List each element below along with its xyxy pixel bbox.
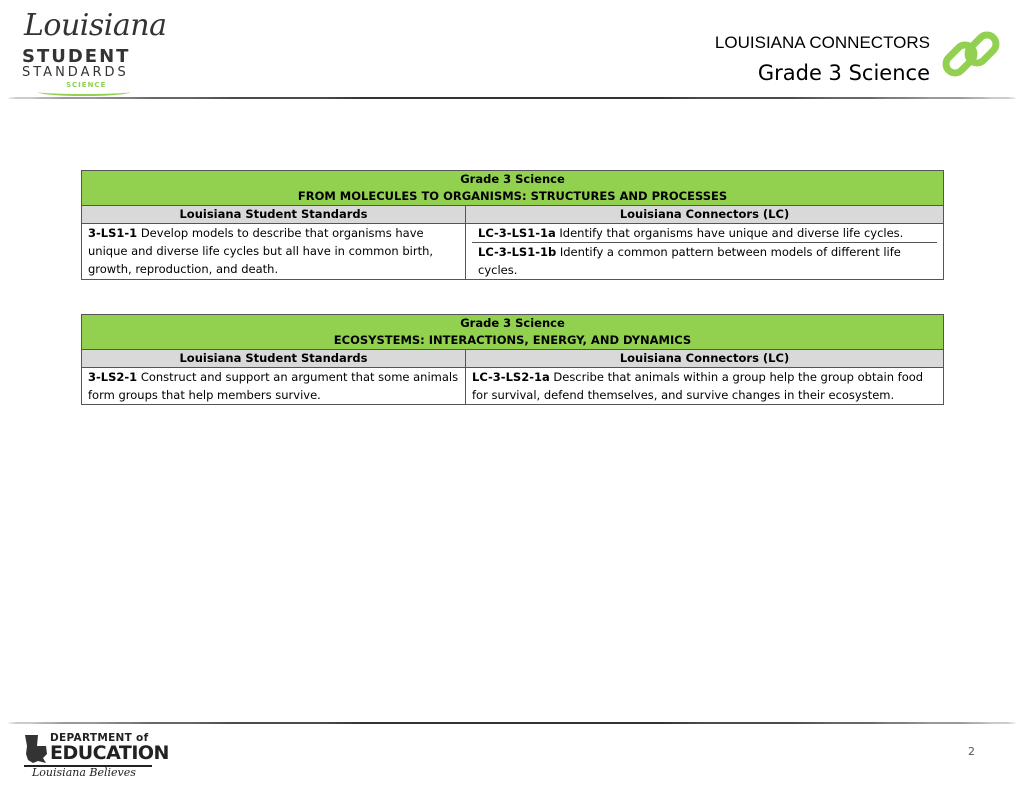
column-header-standards: Louisiana Student Standards xyxy=(82,350,466,368)
page-number: 2 xyxy=(968,745,975,758)
header-subtitle: Grade 3 Science xyxy=(757,61,930,85)
standard-cell xyxy=(82,224,466,280)
connector-code: LC-3-LS1-1a xyxy=(478,226,556,240)
footer-dept-line1: DEPARTMENT of xyxy=(50,732,149,744)
department-of-education-logo xyxy=(24,732,169,782)
connector-item xyxy=(472,243,937,279)
table-header xyxy=(82,315,944,350)
column-header-standards: Louisiana Student Standards xyxy=(82,206,466,224)
louisiana-student-standards-logo xyxy=(22,8,172,98)
header-divider xyxy=(8,97,1016,99)
logo-science-text: SCIENCE xyxy=(66,81,107,89)
connector-code: LC-3-LS1-1b xyxy=(478,245,557,259)
standard-cell xyxy=(82,368,466,405)
header-title: LOUISIANA CONNECTORS xyxy=(714,33,930,52)
table-grade-title: Grade 3 Science xyxy=(460,316,565,330)
logo-swoosh xyxy=(38,88,130,96)
connector-item xyxy=(472,224,937,243)
connectors-cell xyxy=(466,368,944,405)
logo-standards-text: STANDARDS xyxy=(22,65,129,80)
standard-text: Construct and support an argument that some animals form groups that help members survive. xyxy=(88,370,459,402)
standard-text: Develop models to describe that organisms have unique and diverse life cycles but all have in common birth, growth, reproduction, and death. xyxy=(88,226,434,276)
logo-script-text: Louisiana xyxy=(24,8,167,43)
table-header xyxy=(82,171,944,206)
column-header-connectors: Louisiana Connectors (LC) xyxy=(466,350,944,368)
standards-table-ecosystems xyxy=(81,314,944,405)
table-topic-title: ECOSYSTEMS: INTERACTIONS, ENERGY, AND DYNAMICS xyxy=(333,333,692,347)
connectors-cell xyxy=(466,224,944,280)
standard-code: 3-LS2-1 xyxy=(88,370,138,384)
connector-text: Identify a common pattern between models of different life cycles. xyxy=(478,245,901,277)
connector-text: Identify that organisms have unique and diverse life cycles. xyxy=(555,226,904,240)
chain-link-icon xyxy=(940,26,1002,84)
column-header-connectors: Louisiana Connectors (LC) xyxy=(466,206,944,224)
logo-student-text: STUDENT xyxy=(22,46,131,67)
footer-tagline: Louisiana Believes xyxy=(32,766,136,779)
footer-divider xyxy=(8,722,1016,724)
table-topic-title: FROM MOLECULES TO ORGANISMS: STRUCTURES AND PROCESSES xyxy=(297,189,728,203)
louisiana-state-icon xyxy=(24,734,48,764)
standard-code: 3-LS1-1 xyxy=(88,226,138,240)
standards-table-molecules xyxy=(81,170,944,280)
table-grade-title: Grade 3 Science xyxy=(460,172,565,186)
connector-text: Describe that animals within a group help the group obtain food for survival, defend themselves, and survive changes in their ecosystem. xyxy=(472,370,924,402)
footer-dept-line2: EDUCATION xyxy=(50,742,169,764)
connector-code: LC-3-LS2-1a xyxy=(472,370,550,384)
